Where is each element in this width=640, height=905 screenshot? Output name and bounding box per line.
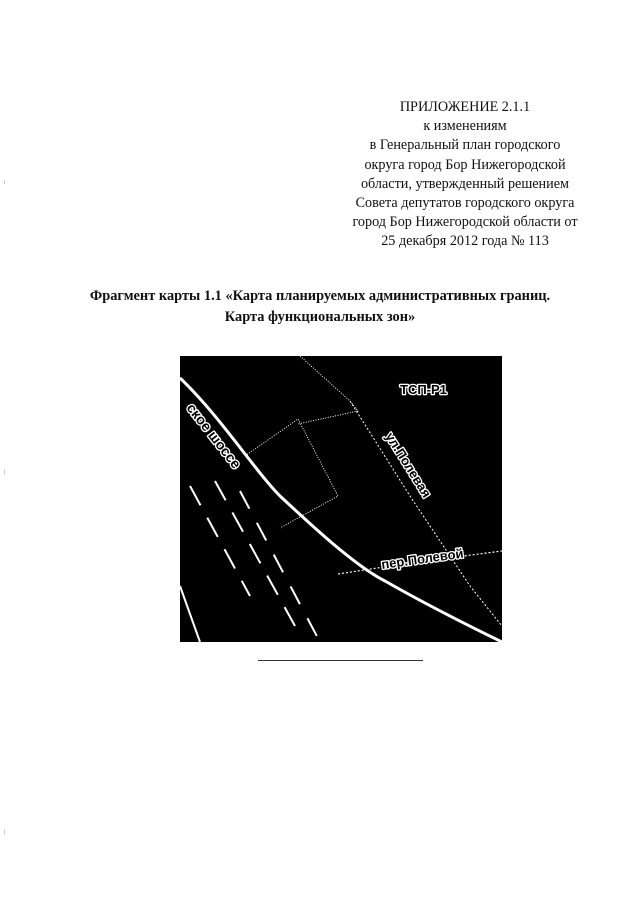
street-label: ул.Полевая (382, 429, 435, 501)
appendix-line: город Бор Нижегородской области от (352, 214, 578, 231)
appendix-header (330, 98, 600, 252)
map-drawing (180, 356, 502, 642)
margin-mark (4, 180, 5, 184)
lane-label: пер.Полевой (380, 545, 465, 572)
street-line (350, 401, 502, 626)
highway-label: ское шоссе (183, 399, 245, 472)
lane-dash-line (240, 491, 320, 642)
end-rule (258, 660, 423, 661)
appendix-line: 25 декабря 2012 года № 113 (381, 233, 549, 250)
appendix-line: к изменениям (423, 118, 507, 135)
appendix-line: Совета депутатов городского округа (355, 195, 575, 212)
title-line-2: Карта функциональных зон» (224, 309, 416, 325)
zone-boundary (298, 356, 358, 424)
zone-label: ТСП-Р1 (400, 382, 447, 397)
appendix-line: области, утвержденный решением (360, 175, 570, 192)
title-line-1: Фрагмент карты 1.1 «Карта планируемых административных границ. (89, 288, 551, 304)
lane-dash-line (180, 586, 200, 642)
highway-edge-line (180, 378, 502, 642)
margin-mark (4, 470, 5, 474)
appendix-line: в Генеральный план городского (369, 137, 561, 154)
margin-mark (4, 830, 5, 834)
map-fragment-title (60, 286, 580, 328)
lane-dash-line (190, 486, 250, 596)
appendix-line: ПРИЛОЖЕНИЕ 2.1.1 (399, 99, 531, 115)
map-fragment (180, 356, 502, 642)
appendix-line: округа город Бор Нижегородской (364, 156, 566, 173)
